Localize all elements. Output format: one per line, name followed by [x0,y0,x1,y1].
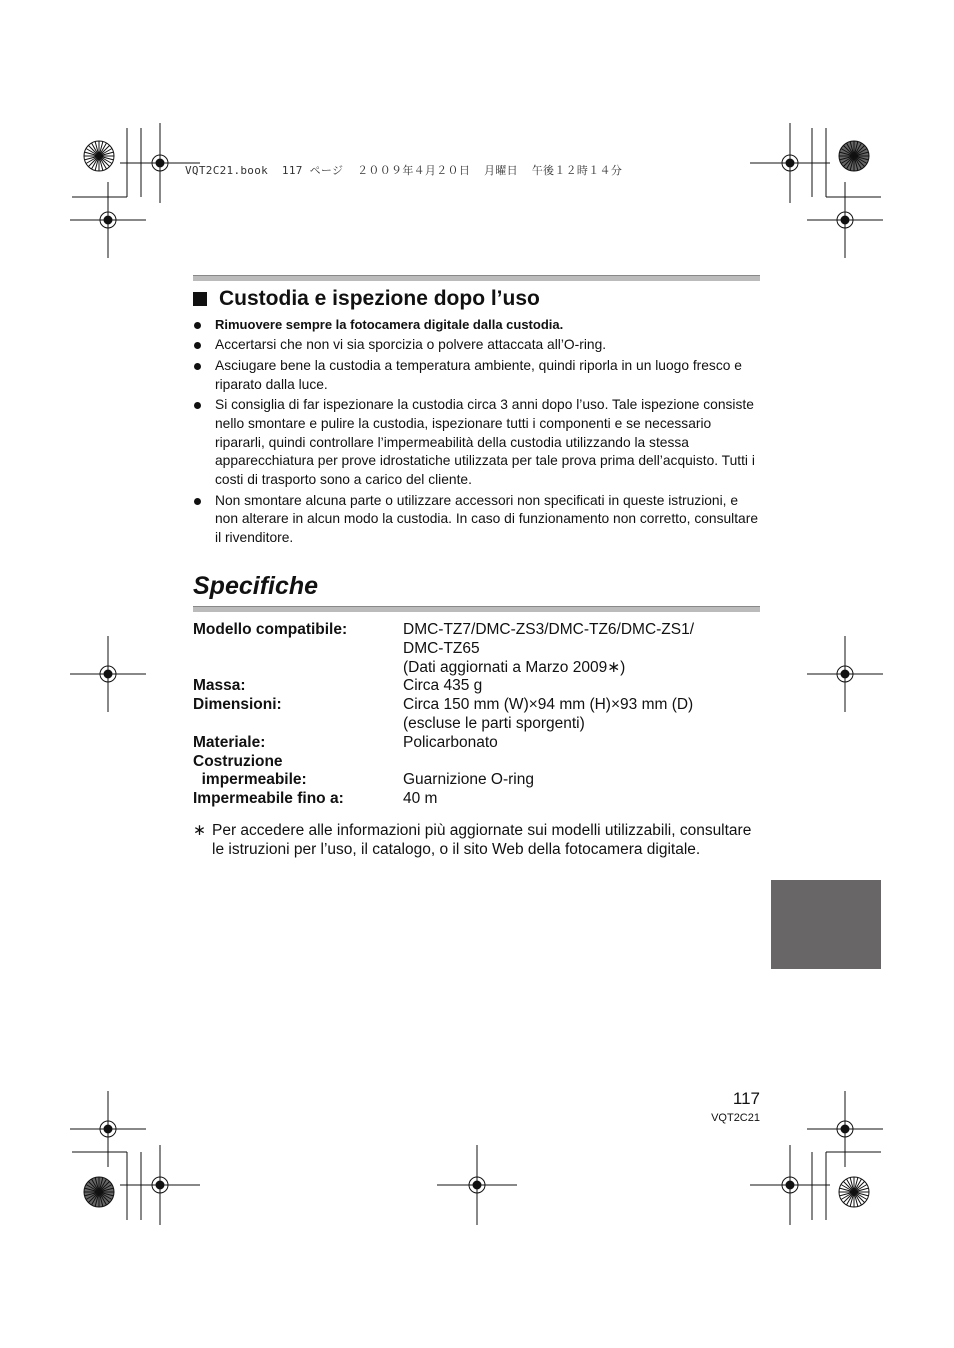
black-square-icon [193,292,207,306]
table-row: (Dati aggiornati a Marzo 2009∗) [403,658,626,676]
book-info-header: VQT2C21.book 117 ページ ２００９年４月２０日 月曜日 午後１２時１４分 [185,164,623,177]
section-title: Custodia e ispezione dopo l’uso [219,287,540,310]
registration-mark [786,1181,794,1189]
section-rule [193,275,760,281]
registration-mark [156,159,164,167]
list-item: Si consiglia di far ispezionare la custodia circa 3 anni dopo l’uso. Tale ispezione consiste nello smontare e pulire la custodia, ispezionare tutti i componenti e se necessario ripararli, quindi controllare l’impermeabilità della custodia utilizzando la stessa apparecchiatura per prove idrostatiche utilizzata per tale prova prima dell’acquisto. Tutti i costi di trasporto sono a carico del cliente. [193,396,761,490]
document-code: VQT2C21 [711,1112,760,1124]
asterisk-symbol: ∗ [193,822,206,839]
registration-mark [104,670,112,678]
table-row: DMC-TZ65 [403,639,480,657]
page-number: 117 [732,1089,760,1108]
list-item: Asciugare bene la custodia a temperatura ambiente, quindi riporla in un luogo fresco e riparato dalla luce. [193,357,761,395]
section-heading [193,287,540,311]
table-row: Modello compatibile: DMC-TZ7/DMC-ZS3/DMC-TZ6/DMC-ZS1/ [193,621,695,638]
bullet-icon [194,363,201,370]
care-bullet-list [193,316,761,550]
bullet-icon [194,342,201,349]
specs-table [193,621,694,809]
registration-mark [841,1125,849,1133]
list-item: Accertarsi che non vi sia sporcizia o polvere attaccata all’O-ring. [193,336,761,355]
table-row: Materiale: Policarbonato [193,733,498,751]
footnote-text: Per accedere alle informazioni più aggiornate sui modelli utilizzabili, consultare le istruzioni per l’uso, il catalogo, o il sito Web della fotocamera digitale. [212,822,752,858]
table-row: (escluse le parti sporgenti) [403,714,585,732]
registration-mark [156,1181,164,1189]
registration-mark [786,159,794,167]
chapter-tab [771,880,881,969]
bullet-icon [194,402,201,409]
registration-mark [104,216,112,224]
table-row: Massa: Circa 435 g [193,677,483,695]
list-item: Rimuovere sempre la fotocamera digitale dalla custodia. [193,316,761,335]
table-row: impermeabile: Guarnizione O-ring [193,771,534,789]
registration-mark [104,1125,112,1133]
table-row: Costruzione [193,752,283,770]
registration-mark [473,1181,481,1189]
list-item: Non smontare alcuna parte o utilizzare accessori non specificati in queste istruzioni, e non alterare in alcun modo la custodia. In caso di funzionamento non corretto, consultare il rivenditore. [193,492,761,548]
bullet-icon [194,498,201,505]
registration-mark [841,670,849,678]
specs-title: Specifiche [193,572,319,600]
footnote [193,822,763,860]
table-row: Impermeabile fino a: 40 m [193,790,438,808]
specs-rule [193,606,760,612]
bullet-icon [194,322,201,329]
table-row: Dimensioni: Circa 150 mm (W)×94 mm (H)×93 mm (D) [193,696,694,714]
registration-mark [841,216,849,224]
